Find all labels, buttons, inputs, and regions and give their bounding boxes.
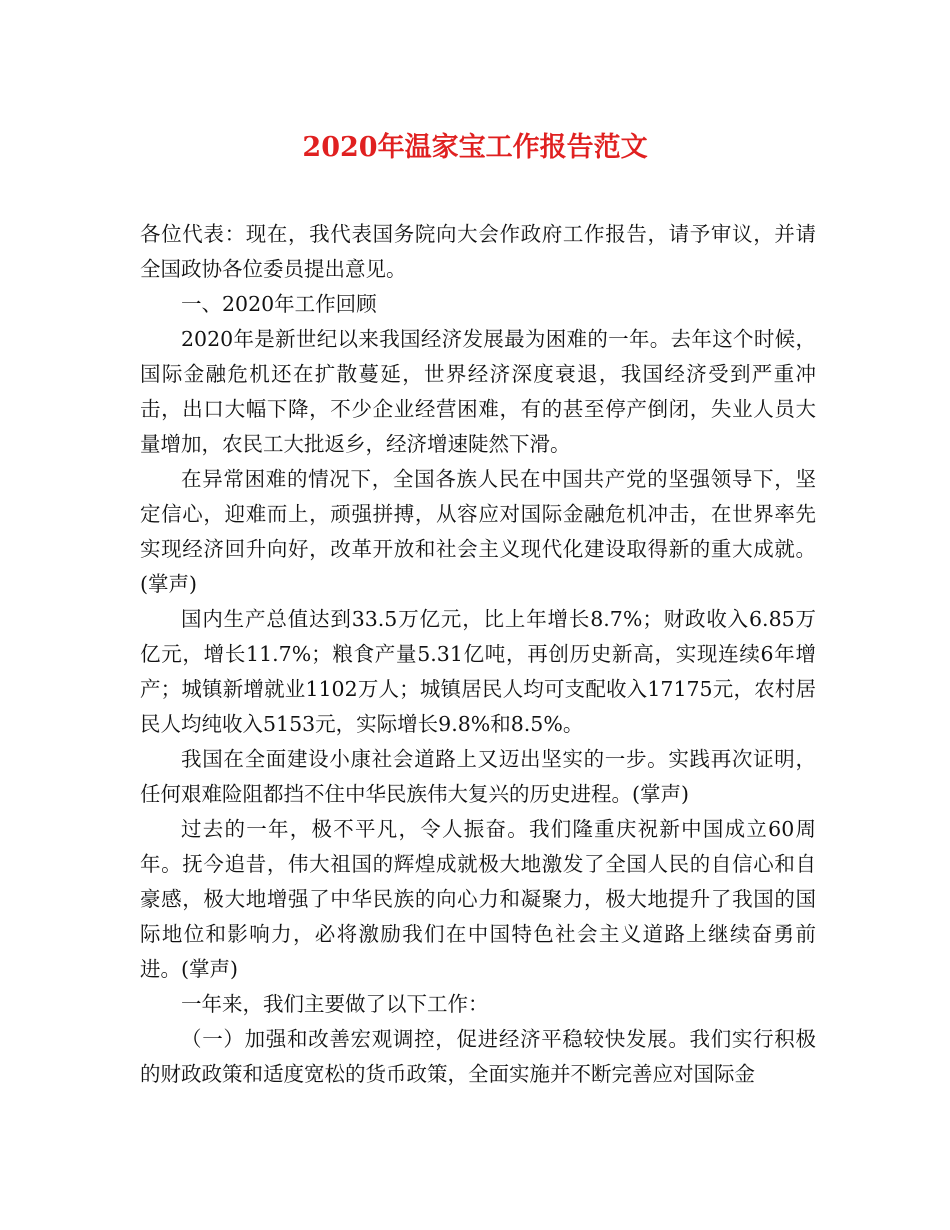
paragraph: 一年来，我们主要做了以下工作： <box>181 992 489 1016</box>
document-title: 2020年温家宝工作报告范文 <box>302 132 648 163</box>
document-body <box>140 217 816 1092</box>
paragraph: （一）加强和改善宏观调控，促进经济平稳较快发展。我们实行积极的财政政策和适度宽松的货币政策，全面实施并不断完善应对国际金 <box>140 1027 816 1086</box>
paragraph: 过去的一年，极不平凡，令人振奋。我们隆重庆祝新中国成立60周年。抚今追昔，伟大祖国的辉煌成就极大地激发了全国人民的自信心和自豪感，极大地增强了中华民族的向心力和凝聚力，极大地提升了我国的国际地位和影响力，必将激励我们在中国特色社会主义道路上继续奋勇前进。(掌声) <box>140 817 816 981</box>
paragraph: 国内生产总值达到33.5万亿元，比上年增长8.7%；财政收入6.85万亿元，增长11.7%；粮食产量5.31亿吨，再创历史新高，实现连续6年增产；城镇新增就业1102万人；城镇居民人均可支配收入17175元，农村居民人均纯收入5153元，实际增长9.8%和8.5%。 <box>140 607 816 736</box>
paragraph: 我国在全面建设小康社会道路上又迈出坚实的一步。实践再次证明，任何艰难险阻都挡不住中华民族伟大复兴的历史进程。(掌声) <box>140 747 816 806</box>
paragraph: 2020年是新世纪以来我国经济发展最为困难的一年。去年这个时候，国际金融危机还在扩散蔓延，世界经济深度衰退，我国经济受到严重冲击，出口大幅下降，不少企业经营困难，有的甚至停产倒闭，失业人员大量增加，农民工大批返乡，经济增速陡然下滑。 <box>140 327 816 456</box>
paragraph: 在异常困难的情况下，全国各族人民在中国共产党的坚强领导下，坚定信心，迎难而上，顽强拼搏，从容应对国际金融危机冲击，在世界率先实现经济回升向好，改革开放和社会主义现代化建设取得新的重大成就。(掌声) <box>140 467 816 596</box>
section-heading: 一、2020年工作回顾 <box>181 292 377 316</box>
paragraph-salutation: 各位代表：现在，我代表国务院向大会作政府工作报告，请予审议，并请全国政协各位委员提出意见。 <box>140 222 816 281</box>
